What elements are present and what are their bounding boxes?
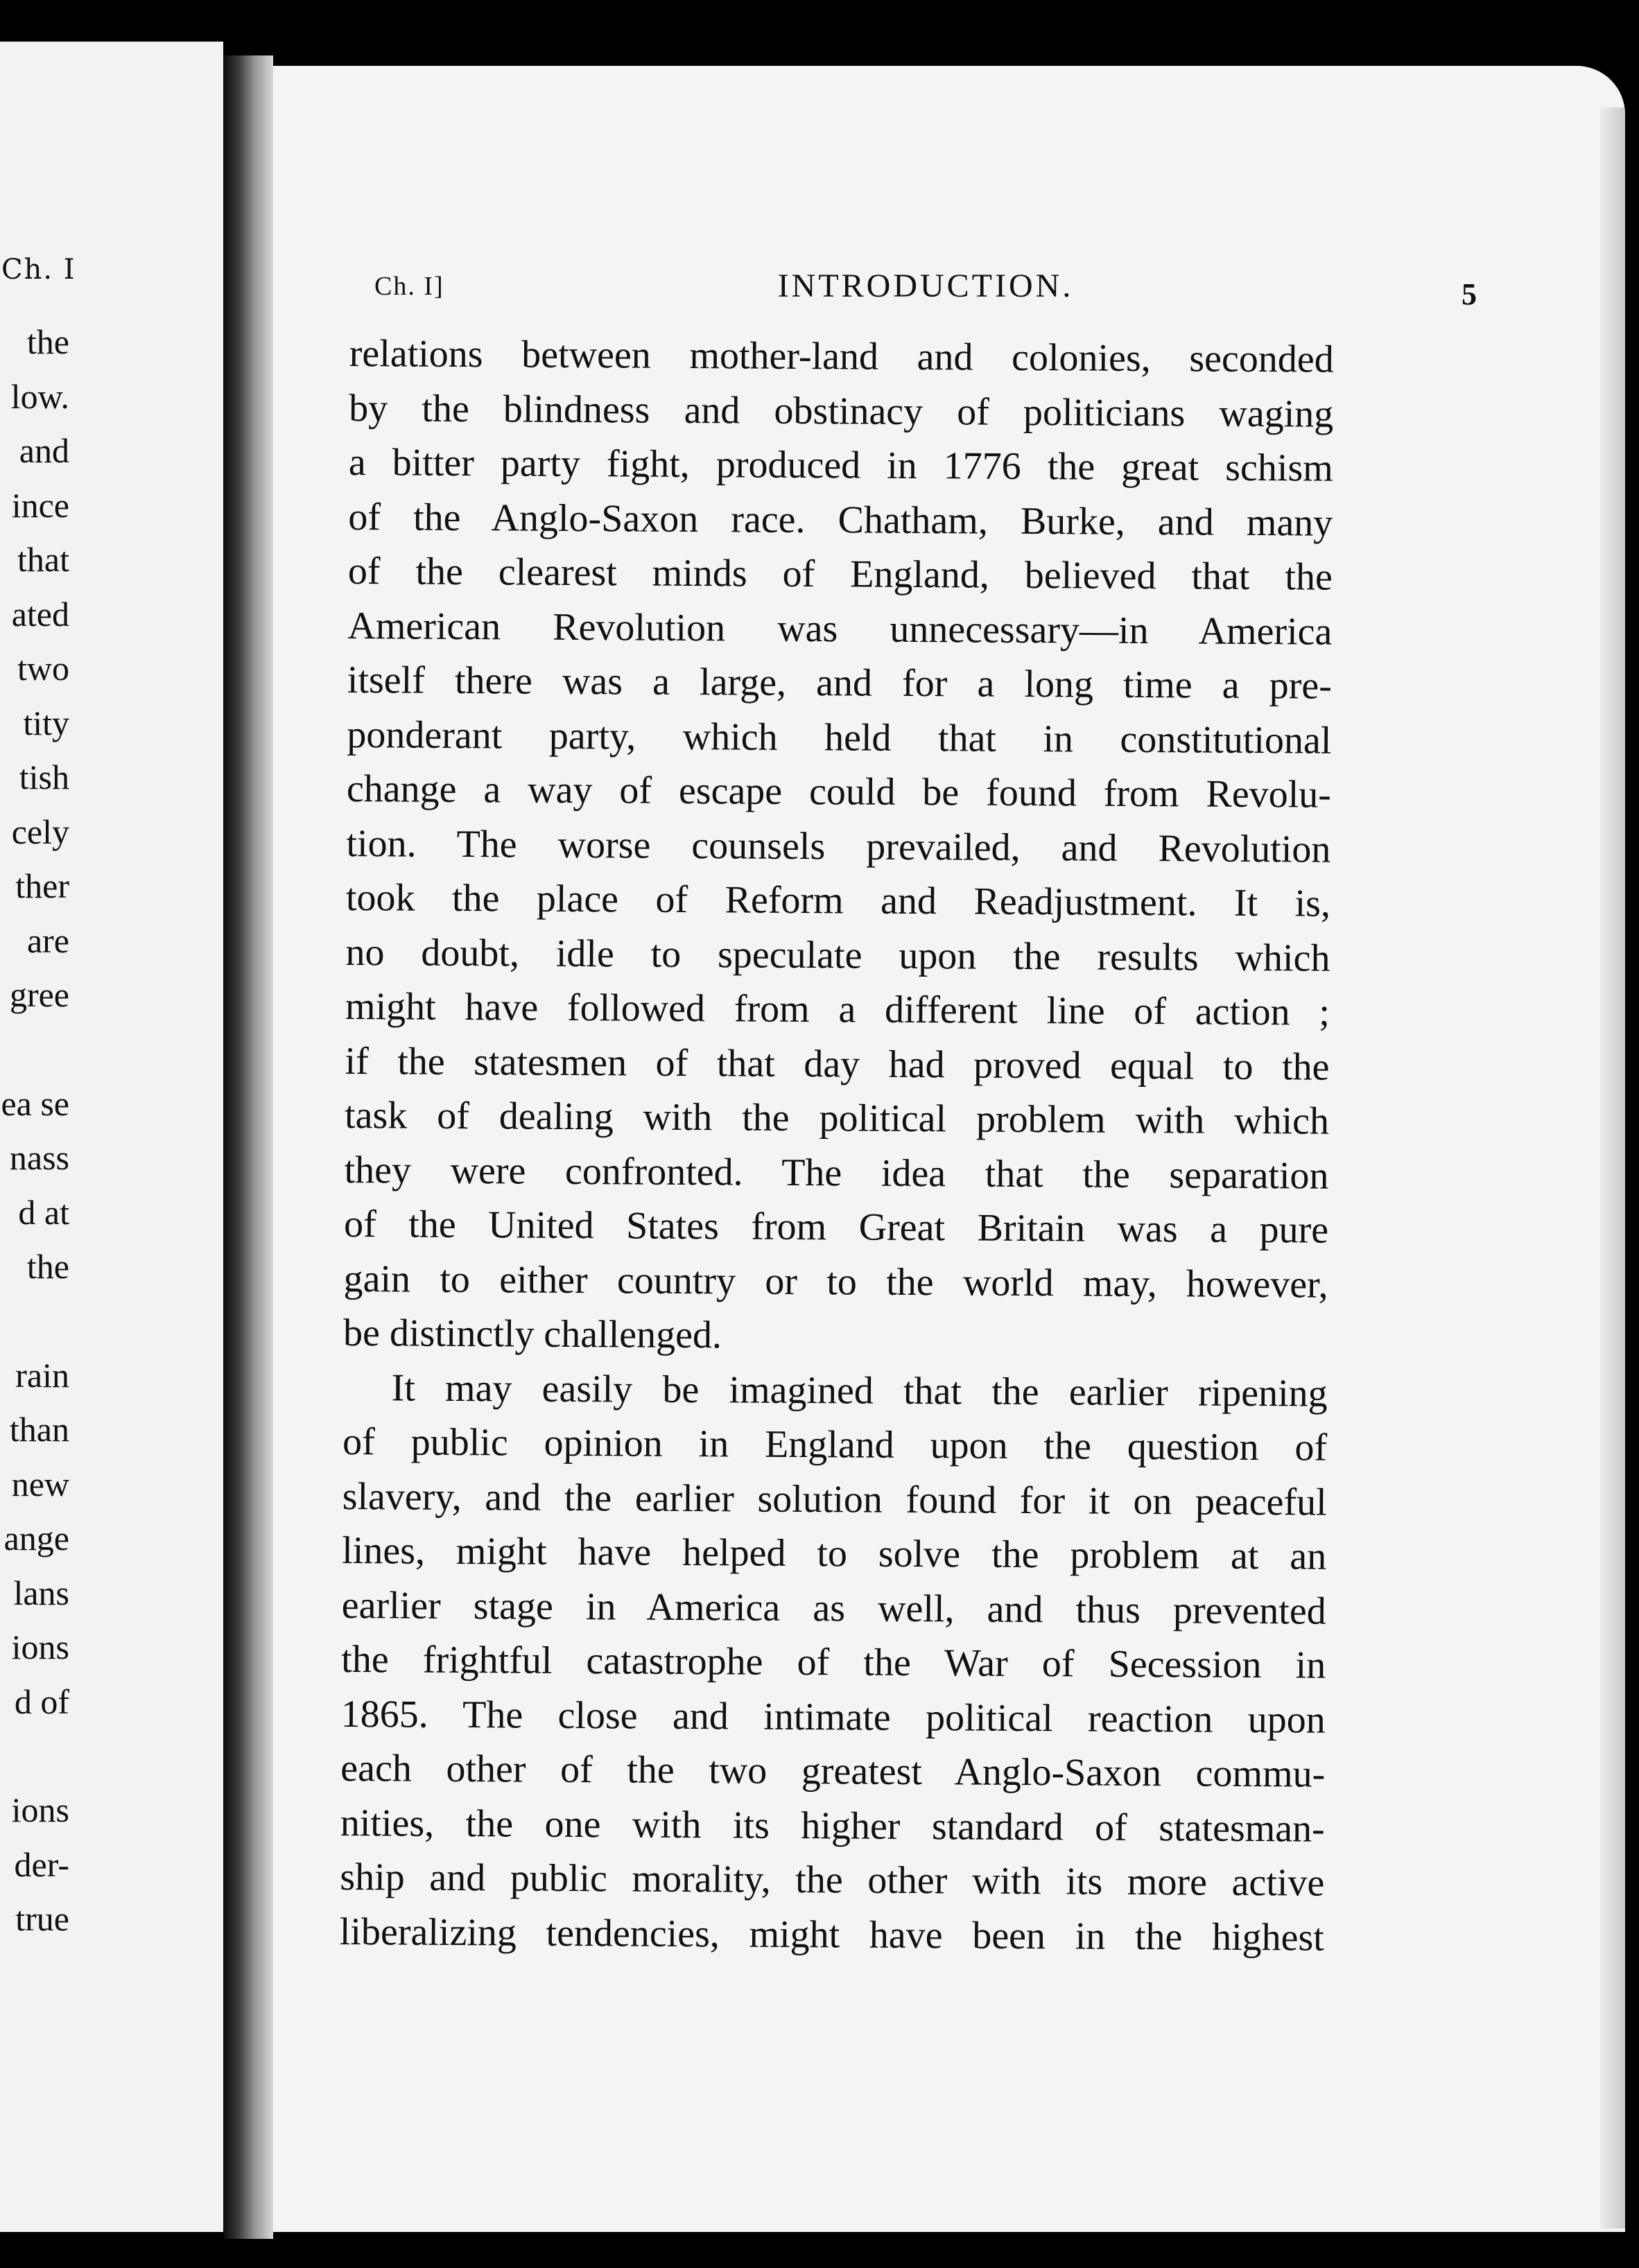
- line-fragment: the: [26, 322, 69, 361]
- text-line: American Revolution was unnecessary—in America: [347, 604, 1333, 654]
- text-line: lines, might have helped to solve the problem at an: [342, 1528, 1327, 1578]
- paragraph-1: [343, 326, 1334, 1366]
- line-fragment: d of: [14, 1682, 69, 1721]
- text-line: It may easily be imagined that the earlier ripening: [391, 1366, 1328, 1415]
- left-running-head: Ch. I: [1, 254, 76, 286]
- line-fragment: and: [19, 431, 69, 470]
- line-fragment: are: [26, 921, 69, 960]
- line-fragment: than: [9, 1410, 69, 1449]
- line-fragment: rain: [15, 1355, 69, 1395]
- line-fragment: ions: [11, 1790, 69, 1829]
- text-line: they were confronted. The idea that the separation: [344, 1148, 1329, 1198]
- chapter-reference: Ch. I]: [374, 272, 444, 301]
- text-line: tion. The worse counsels prevailed, and Revolution: [346, 821, 1331, 871]
- text-line: itself there was a large, and for a long time a pre-: [347, 658, 1333, 708]
- line-fragment: der-: [14, 1844, 69, 1884]
- text-line: liberalizing tendencies, might have been in the highest: [339, 1910, 1325, 1960]
- line-fragment: ange: [3, 1519, 69, 1558]
- text-line: 1865. The close and intimate political reaction upon: [340, 1692, 1326, 1742]
- text-line: if the statesmen of that day had proved equal to the: [345, 1039, 1330, 1089]
- text-line: task of dealing with the political problem with which: [344, 1093, 1330, 1143]
- paragraph-2: [340, 1360, 1328, 1964]
- line-fragment: ated: [11, 594, 69, 634]
- running-head: [374, 267, 1477, 311]
- text-line: ship and public morality, the other with its more active: [340, 1855, 1325, 1905]
- text-line: earlier stage in America as well, and thus prevented: [341, 1583, 1326, 1633]
- line-fragment: d at: [18, 1192, 69, 1232]
- line-fragment: ince: [11, 485, 69, 525]
- line-fragment: ions: [11, 1628, 69, 1666]
- text-line: slavery, and the earlier solution found for it on peaceful: [342, 1474, 1327, 1524]
- text-line: of the clearest minds of England, believed that the: [347, 549, 1333, 599]
- text-line: change a way of escape could be found from Revolu-: [346, 767, 1332, 817]
- text-line: might have followed from a different line of action ;: [345, 984, 1330, 1034]
- line-fragment: ea se: [1, 1083, 69, 1123]
- line-fragment: tity: [23, 703, 69, 742]
- text-line: no doubt, idle to speculate upon the results which: [345, 930, 1330, 980]
- line-fragment: that: [17, 540, 69, 579]
- text-line: be distinctly challenged.: [342, 1311, 722, 1357]
- previous-page-fragment: [0, 42, 223, 2232]
- text-line: each other of the two greatest Anglo-Saxon commu-: [340, 1746, 1326, 1796]
- line-fragment: two: [17, 649, 69, 688]
- text-line: of the Anglo-Saxon race. Chatham, Burke, and many: [348, 495, 1333, 545]
- text-line: by the blindness and obstinacy of politicians waging: [349, 386, 1334, 436]
- line-fragment: lans: [13, 1573, 69, 1612]
- section-title: INTRODUCTION.: [777, 268, 1074, 304]
- text-line: gain to either country or to the world may, however,: [343, 1257, 1328, 1307]
- line-fragment: nass: [9, 1138, 69, 1177]
- line-fragment: low.: [10, 376, 69, 416]
- line-fragment: gree: [9, 975, 69, 1014]
- text-line: ponderant party, which held that in constitutional: [347, 713, 1332, 762]
- line-fragment: ther: [15, 866, 69, 905]
- text-line: took the place of Reform and Readjustment. It is,: [345, 875, 1331, 925]
- line-fragment: true: [15, 1899, 69, 1938]
- page-number: 5: [1462, 277, 1477, 311]
- line-fragment: new: [11, 1464, 69, 1503]
- text-line: of public opinion in England upon the question of: [342, 1420, 1328, 1469]
- binding-gutter: [223, 55, 273, 2239]
- text-line: nities, the one with its higher standard of statesman-: [340, 1801, 1325, 1851]
- body-text: [340, 326, 1334, 1965]
- line-fragment: cely: [11, 812, 69, 851]
- line-fragment: tish: [19, 758, 69, 796]
- text-line: of the United States from Great Britain was a pure: [343, 1202, 1329, 1252]
- left-page-line-fragments: [0, 315, 69, 1946]
- text-line: the frightful catastrophe of the War of Secession in: [341, 1637, 1326, 1687]
- line-fragment: the: [26, 1247, 69, 1286]
- current-page: [273, 66, 1625, 2232]
- page-edge-shadow: [1600, 107, 1625, 2228]
- text-line: relations between mother-land and colonies, seconded: [349, 331, 1334, 381]
- text-line: a bitter party fight, produced in 1776 the great schism: [348, 440, 1333, 490]
